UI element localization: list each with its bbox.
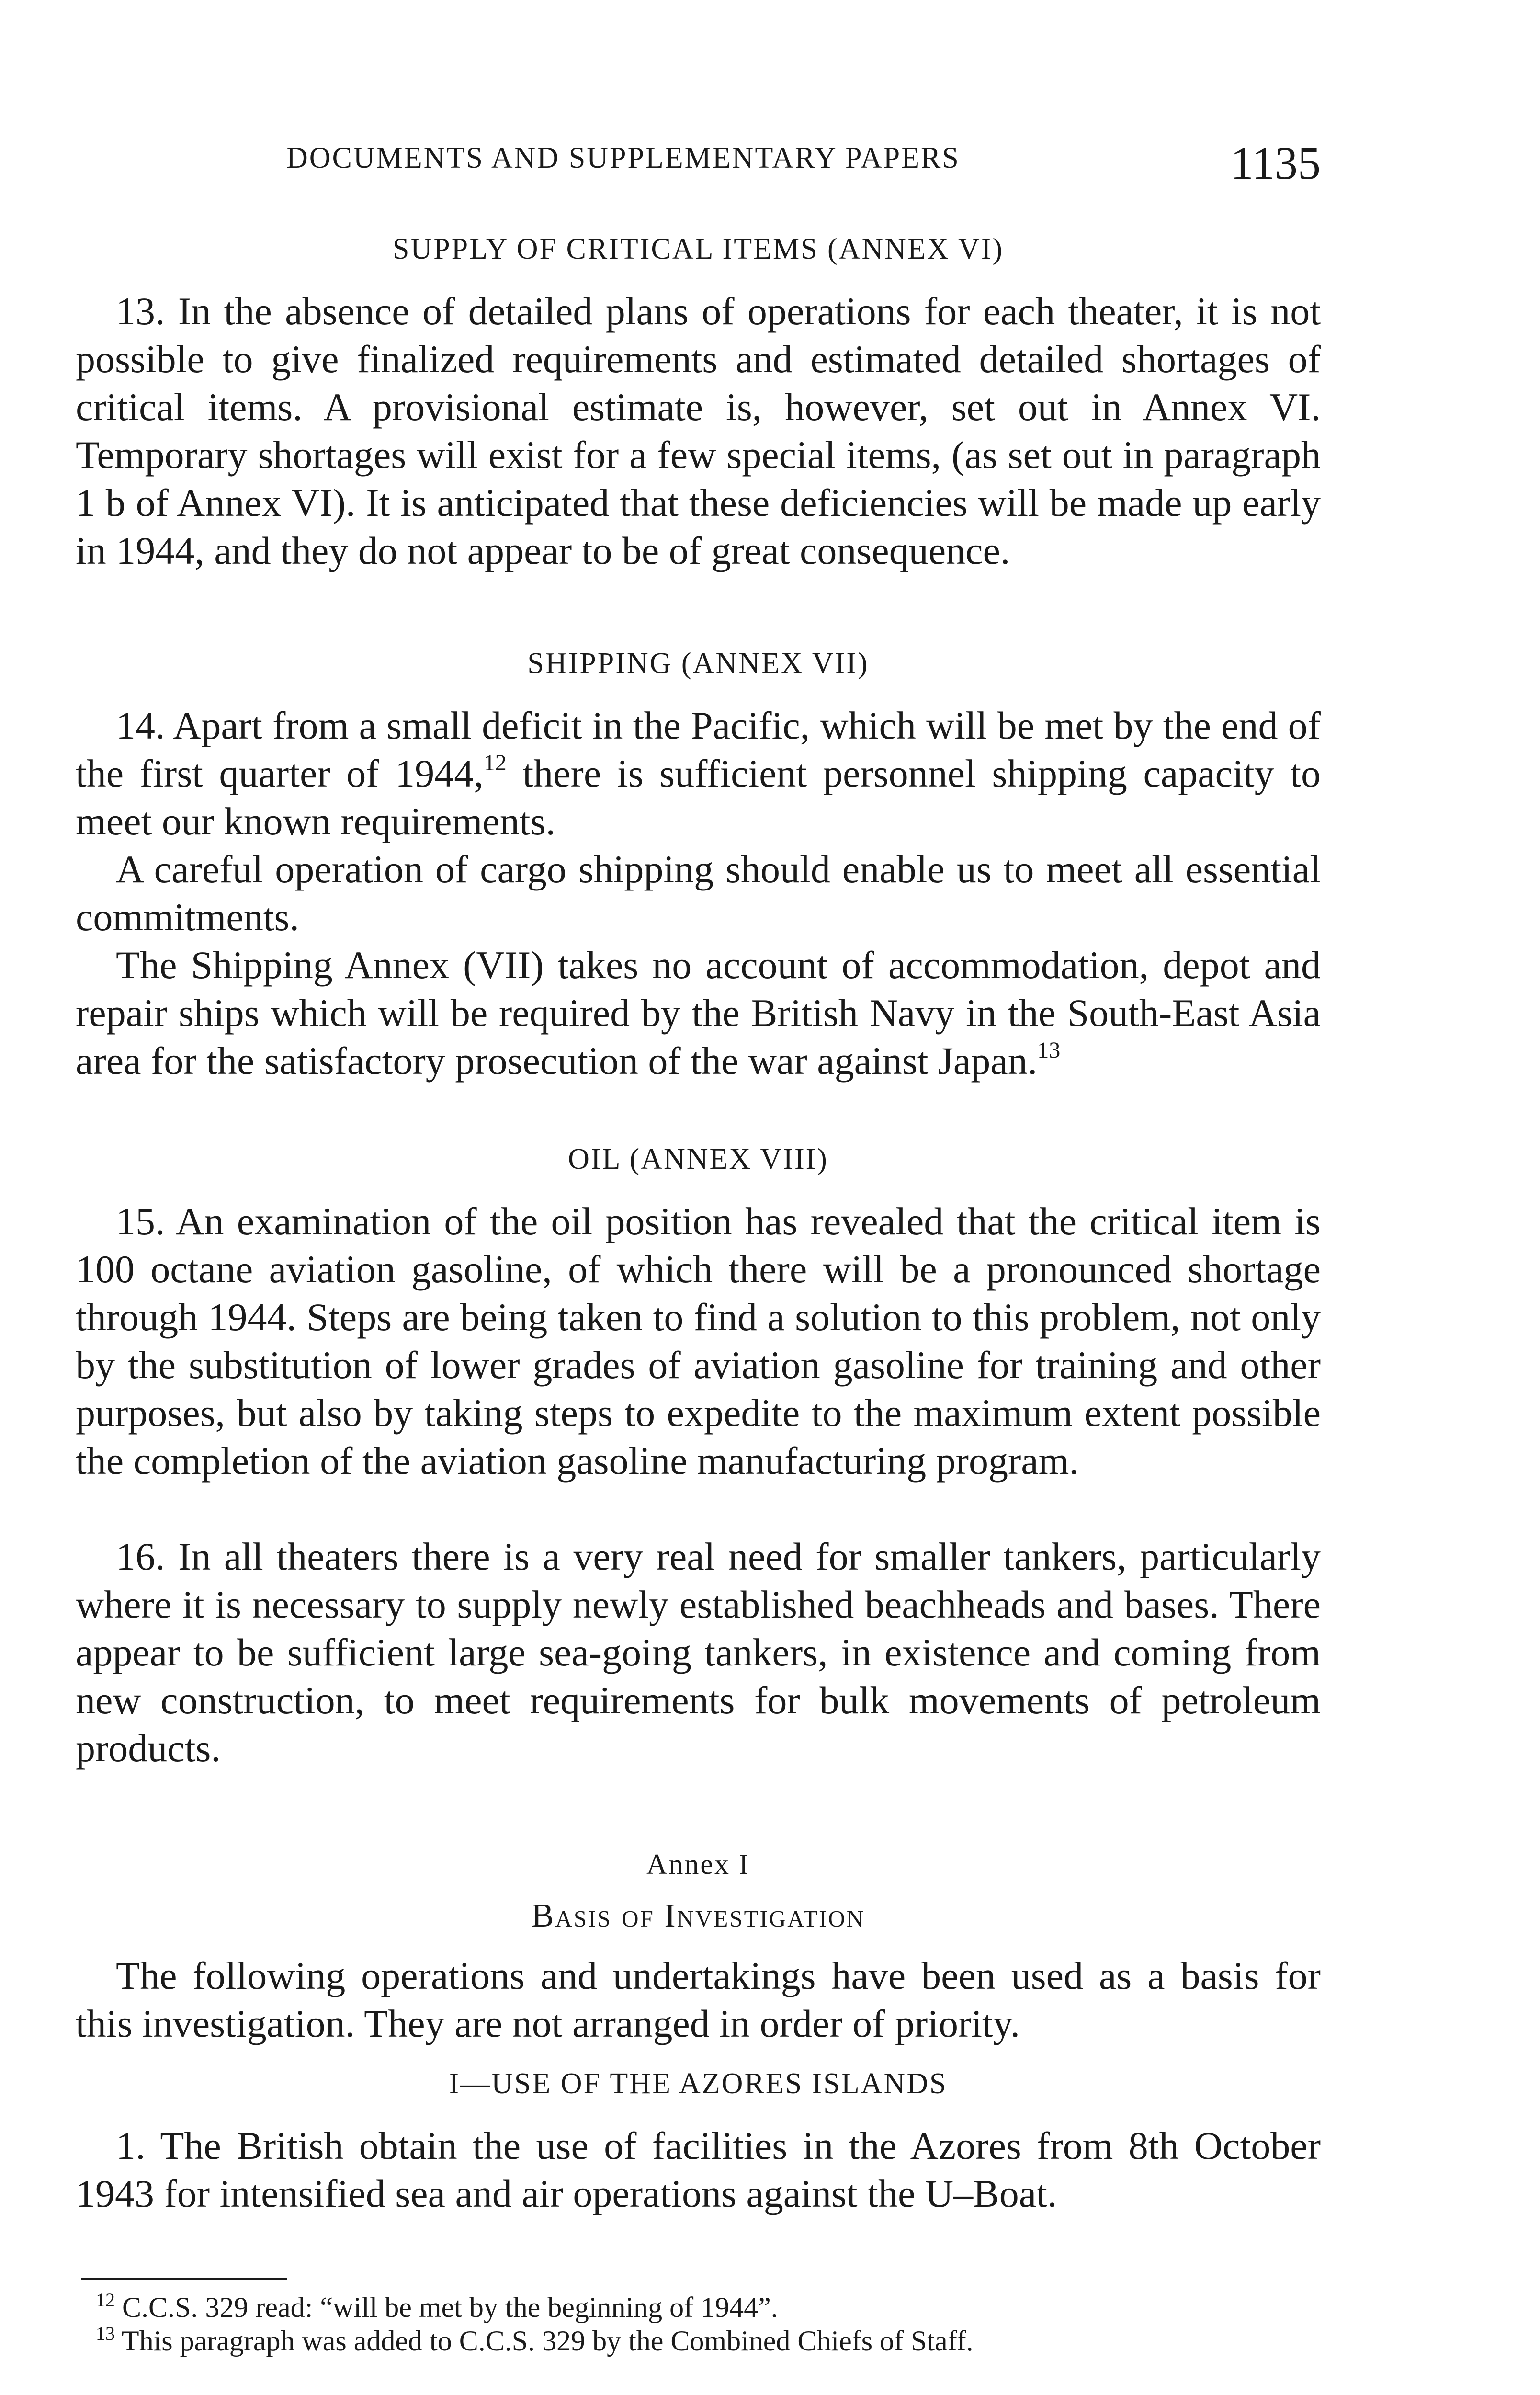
footnote-13-text: This paragraph was added to C.C.S. 329 by the Combined Chiefs of Staff.: [121, 2325, 974, 2357]
paragraph-14: [76, 702, 1321, 845]
footnote-marker-13: 13: [96, 2323, 115, 2344]
paragraph-15: 15. An examination of the oil position has revealed that the critical item is 100 octane aviation gasoline, of which there will be a pronounced shortage through 1944. Steps are being taken to find a solution to this problem, not only by the substitution of lower grades of aviation gasoline for training and other purposes, but also by taking steps to expedite to the maximum extent possible the completion of the aviation gasoline manufacturing program.: [76, 1199, 1321, 1483]
footnote-12-text: C.C.S. 329 read: “will be met by the beginning of 1944”.: [122, 2292, 778, 2323]
section-heading-shipping: SHIPPING (ANNEX VII): [527, 647, 869, 680]
footnote-12: [96, 2291, 1322, 2324]
section-heading-critical-items: SUPPLY OF CRITICAL ITEMS (ANNEX VI): [392, 233, 1004, 265]
annex-sub-heading: I—USE OF THE AZORES ISLANDS: [449, 2067, 948, 2100]
annex-intro-paragraph: The following operations and undertakings have been used as a basis for this investigation. They are not arranged in order of priority.: [76, 1954, 1321, 2045]
footnote-marker-12: 12: [96, 2289, 115, 2311]
annex-title: Basis of Investigation: [531, 1897, 865, 1934]
paragraph-13: 13. In the absence of detailed plans of operations for each theater, it is not possible to give finalized requirements and estimated detailed shortages of critical items. A provisional estimate is, however, set out in Annex VI. Temporary shortages will exist for a few special items, (as set out in paragraph 1 b of Annex VI). It is anticipated that these deficiencies will be made up early in 1944, and they do not appear to be of great consequence.: [76, 289, 1321, 572]
footnote-13: [96, 2324, 1322, 2358]
paragraph-14-text-a: 14. Apart from a small deficit in the Pacific, which will be met by the end of the first quarter of 1944,: [76, 704, 1321, 795]
annex-item-1: 1. The British obtain the use of facilities in the Azores from 8th October 1943 for intensified sea and air operations against the U–Boat.: [76, 2124, 1321, 2215]
footnote-rule: [81, 2278, 287, 2280]
annex-label: Annex I: [646, 1848, 750, 1880]
footnote-ref-12: 12: [483, 750, 507, 776]
section-heading-oil: OIL (ANNEX VIII): [568, 1143, 828, 1175]
paragraph-14-cargo: A careful operation of cargo shipping should enable us to meet all essential commitments.: [76, 847, 1321, 939]
paragraph-14-text-b: there is sufficient personnel shipping capacity to meet our known requirements.: [76, 752, 1321, 843]
page-number: 1135: [1230, 137, 1321, 189]
running-head: [76, 137, 1321, 189]
paragraph-14-shipping-annex-text: The Shipping Annex (VII) takes no account of accommodation, depot and repair ships which will be required by the British Navy in the South-East Asia area for the satisfactory prosecution of the war against Japan.: [76, 943, 1321, 1083]
paragraph-16: 16. In all theaters there is a very real need for smaller tankers, particularly where it is necessary to supply newly established beachheads and bases. There appear to be sufficient large sea-going tankers, in existence and coming from new construction, to meet requirements for bulk movements of petroleum products.: [76, 1535, 1321, 1770]
running-title: DOCUMENTS AND SUPPLEMENTARY PAPERS: [286, 142, 960, 174]
paragraph-14-shipping-annex: [76, 941, 1321, 1085]
footnote-ref-13: 13: [1037, 1038, 1061, 1063]
